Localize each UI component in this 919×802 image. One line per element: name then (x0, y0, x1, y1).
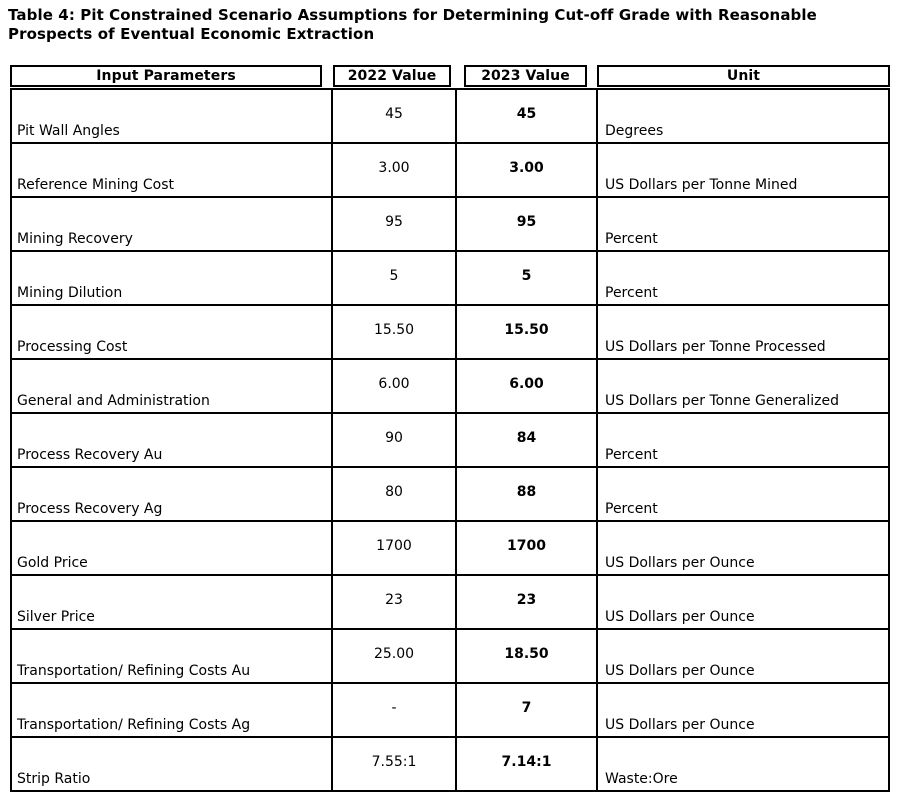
value-2023-cell: 6.00 (457, 360, 596, 412)
value-2022-cell: 7.55:1 (333, 738, 455, 790)
unit-cell: Percent (598, 252, 888, 304)
value-2022-cell: 6.00 (333, 360, 455, 412)
col-header-2023-value: 2023 Value (464, 65, 587, 87)
value-2022-cell: 25.00 (333, 630, 455, 682)
value-2023-cell: 5 (457, 252, 596, 304)
value-2022-cell: 45 (333, 90, 455, 142)
value-2023-cell: 95 (457, 198, 596, 250)
param-cell: Transportation/ Refining Costs Ag (12, 684, 331, 736)
unit-cell: US Dollars per Tonne Generalized (598, 360, 888, 412)
param-cell: Mining Dilution (12, 252, 331, 304)
param-cell: Mining Recovery (12, 198, 331, 250)
value-2023-cell: 23 (457, 576, 596, 628)
param-cell: Transportation/ Refining Costs Au (12, 630, 331, 682)
value-2022-cell: 95 (333, 198, 455, 250)
value-2023-cell: 3.00 (457, 144, 596, 196)
table-caption-line1: Table 4: Pit Constrained Scenario Assumptions for Determining Cut-off Grade with Reasonable (8, 6, 817, 24)
param-cell: Processing Cost (12, 306, 331, 358)
col-header-input-parameters: Input Parameters (10, 65, 322, 87)
value-2022-cell: 15.50 (333, 306, 455, 358)
value-2023-cell: 84 (457, 414, 596, 466)
table-body (10, 88, 890, 792)
unit-cell: Percent (598, 198, 888, 250)
col-header-2022-value: 2022 Value (333, 65, 451, 87)
unit-cell: Degrees (598, 90, 888, 142)
unit-cell: US Dollars per Ounce (598, 630, 888, 682)
param-cell: Strip Ratio (12, 738, 331, 790)
value-2023-cell: 7.14:1 (457, 738, 596, 790)
value-2023-cell: 18.50 (457, 630, 596, 682)
unit-cell: US Dollars per Ounce (598, 522, 888, 574)
value-2022-cell: 80 (333, 468, 455, 520)
unit-cell: Percent (598, 468, 888, 520)
value-2022-cell: 1700 (333, 522, 455, 574)
col-header-unit: Unit (597, 65, 890, 87)
table-caption-line2: Prospects of Eventual Economic Extraction (8, 25, 375, 43)
table-header-row (10, 65, 890, 87)
param-cell: General and Administration (12, 360, 331, 412)
param-cell: Pit Wall Angles (12, 90, 331, 142)
value-2022-cell: - (333, 684, 455, 736)
value-2023-cell: 15.50 (457, 306, 596, 358)
value-2023-cell: 88 (457, 468, 596, 520)
value-2023-cell: 1700 (457, 522, 596, 574)
param-cell: Silver Price (12, 576, 331, 628)
value-2022-cell: 3.00 (333, 144, 455, 196)
param-cell: Process Recovery Au (12, 414, 331, 466)
param-cell: Gold Price (12, 522, 331, 574)
unit-cell: US Dollars per Tonne Processed (598, 306, 888, 358)
unit-cell: US Dollars per Ounce (598, 684, 888, 736)
table-caption (8, 6, 908, 44)
unit-cell: US Dollars per Tonne Mined (598, 144, 888, 196)
value-2023-cell: 45 (457, 90, 596, 142)
param-cell: Reference Mining Cost (12, 144, 331, 196)
unit-cell: US Dollars per Ounce (598, 576, 888, 628)
param-cell: Process Recovery Ag (12, 468, 331, 520)
value-2022-cell: 90 (333, 414, 455, 466)
unit-cell: Percent (598, 414, 888, 466)
value-2023-cell: 7 (457, 684, 596, 736)
value-2022-cell: 5 (333, 252, 455, 304)
unit-cell: Waste:Ore (598, 738, 888, 790)
value-2022-cell: 23 (333, 576, 455, 628)
